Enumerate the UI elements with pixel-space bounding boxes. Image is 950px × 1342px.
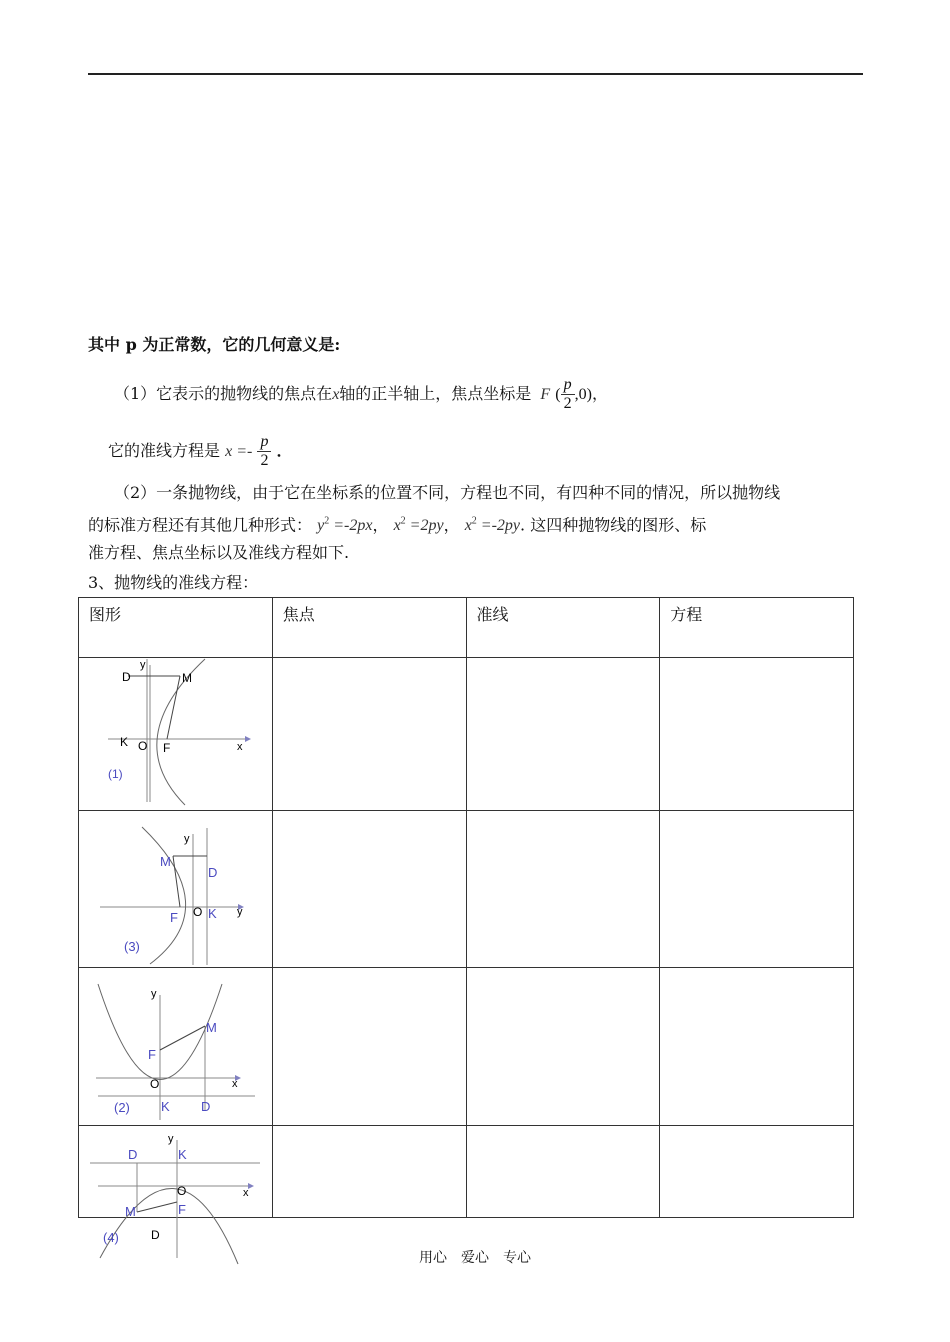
fig4-D-label: D — [128, 1147, 138, 1162]
eq1-var: y — [317, 517, 325, 535]
section-title: 3、抛物线的准线方程： — [88, 573, 259, 592]
item1-line — [114, 376, 608, 413]
header-equation-label: 方程 — [670, 605, 703, 624]
header-figure — [79, 598, 273, 658]
fig1-tag: (1) — [108, 767, 123, 781]
eq1-rhs: =-2px — [329, 517, 373, 535]
equation-cell-1 — [660, 658, 854, 811]
directrix-eq: x =- — [225, 443, 253, 460]
header-figure-label: 图形 — [89, 605, 122, 624]
fig2-y-label: y — [184, 833, 190, 845]
fig4-tag: (4) — [103, 1230, 119, 1245]
fig1-O-label: O — [138, 739, 148, 753]
fig4-F-label: F — [178, 1202, 186, 1217]
directrix-fraction — [257, 433, 271, 470]
equation-cell-2 — [660, 811, 854, 968]
fig2-O-label: O — [193, 905, 203, 919]
focus-cell-3 — [272, 968, 466, 1126]
directrix-cell-2 — [466, 811, 660, 968]
fig2-tag: (3) — [124, 939, 140, 954]
eq3-sup: 2 — [471, 516, 477, 527]
fig4-K-label: K — [178, 1147, 187, 1162]
directrix-num: p — [257, 433, 271, 452]
focus-cell-1 — [272, 658, 466, 811]
directrix-text: 它的准线方程是 — [108, 441, 221, 460]
eq3-var: x — [464, 517, 472, 535]
eq3-rhs: =-2py — [476, 517, 521, 535]
fig1-M-label: M — [182, 671, 192, 685]
directrix-line — [108, 433, 293, 470]
equation-cell-4 — [660, 1126, 854, 1218]
focus-fraction — [561, 376, 575, 413]
eq1-sup: 2 — [324, 516, 330, 527]
fig4-y-label: y — [168, 1133, 174, 1145]
fig1-y-label: y — [140, 659, 146, 671]
item2-line3: 准方程、焦点坐标以及准线方程如下. — [88, 543, 350, 562]
directrix-cell-1 — [466, 658, 660, 811]
sep2: ， — [443, 515, 460, 535]
eq2 — [394, 517, 444, 534]
header-directrix — [466, 598, 660, 658]
header-equation — [660, 598, 854, 658]
fig4-M-label: M — [125, 1204, 136, 1219]
fig1-F-label: F — [163, 741, 171, 755]
item2-text-b: . 这四种抛物线的图形、标 — [520, 515, 707, 535]
directrix-end: ． — [276, 441, 293, 460]
figure-1-diagram — [80, 657, 270, 809]
item1-text-a: （1）它表示的抛物线的焦点在 — [114, 384, 333, 403]
focus-symbol: F — [540, 386, 551, 403]
header-rule — [88, 73, 863, 75]
page-footer: 用心 爱心 专心 — [419, 1250, 531, 1266]
fig2-M-label: M — [160, 854, 171, 869]
fig1-D-label: D — [122, 670, 131, 684]
directrix-den: 2 — [260, 452, 269, 469]
focus-den: 2 — [563, 395, 572, 412]
item2-text-a: 的标准方程还有其他几种形式： — [88, 515, 313, 535]
header-focus — [272, 598, 466, 658]
header-focus-label: 焦点 — [282, 605, 315, 624]
header-directrix-label: 准线 — [476, 605, 509, 624]
item2-line1: （2）一条抛物线，由于它在坐标系的位置不同，方程也不同，有四种不同的情况，所以抛物线 — [114, 483, 781, 502]
fig4-O-label: O — [177, 1184, 187, 1198]
fig4-x-label: x — [243, 1187, 249, 1199]
figure-2-diagram — [80, 812, 270, 967]
fig3-D-label: D — [201, 1099, 211, 1114]
fig4-D2-label: D — [151, 1228, 160, 1242]
eq2-var: x — [393, 517, 401, 535]
directrix-cell-4 — [466, 1126, 660, 1218]
fig3-M-label: M — [206, 1020, 217, 1035]
intro-heading: 其中 p 为正常数，它的几何意义是: — [88, 335, 341, 354]
eq2-rhs: =2py — [405, 517, 444, 535]
fig3-tag: (2) — [114, 1100, 130, 1115]
focus-tail: ,0) — [574, 386, 592, 403]
focus-cell-2 — [272, 811, 466, 968]
fig2-D-label: D — [208, 865, 218, 880]
equation-cell-3 — [660, 968, 854, 1126]
fig3-K-label: K — [161, 1099, 170, 1114]
eq3 — [465, 517, 520, 534]
focus-comma: ， — [591, 384, 608, 403]
item1-text-b: 轴的正半轴上，焦点坐标是 — [339, 384, 532, 403]
fig3-y-label: y — [151, 988, 157, 1000]
fig2-K-label: K — [208, 906, 217, 921]
eq2-sup: 2 — [400, 516, 406, 527]
fig1-x-label: x — [237, 741, 243, 753]
eq1 — [317, 517, 372, 534]
fig2-F-label: F — [170, 910, 178, 925]
focus-paren: ( — [555, 386, 561, 403]
sep1: ， — [372, 515, 389, 535]
fig1-K-label: K — [120, 735, 129, 749]
fig3-F-label: F — [148, 1047, 156, 1062]
item1-var: x — [332, 386, 340, 403]
fig2-x-label: y — [237, 906, 243, 918]
item2-line2 — [88, 511, 706, 537]
focus-num: p — [561, 376, 575, 395]
table-header-row — [79, 598, 854, 658]
focus-cell-4 — [272, 1126, 466, 1218]
directrix-cell-3 — [466, 968, 660, 1126]
fig3-x-label: x — [232, 1078, 238, 1090]
fig3-O-label: O — [150, 1077, 160, 1091]
figure-3-diagram — [80, 970, 270, 1126]
